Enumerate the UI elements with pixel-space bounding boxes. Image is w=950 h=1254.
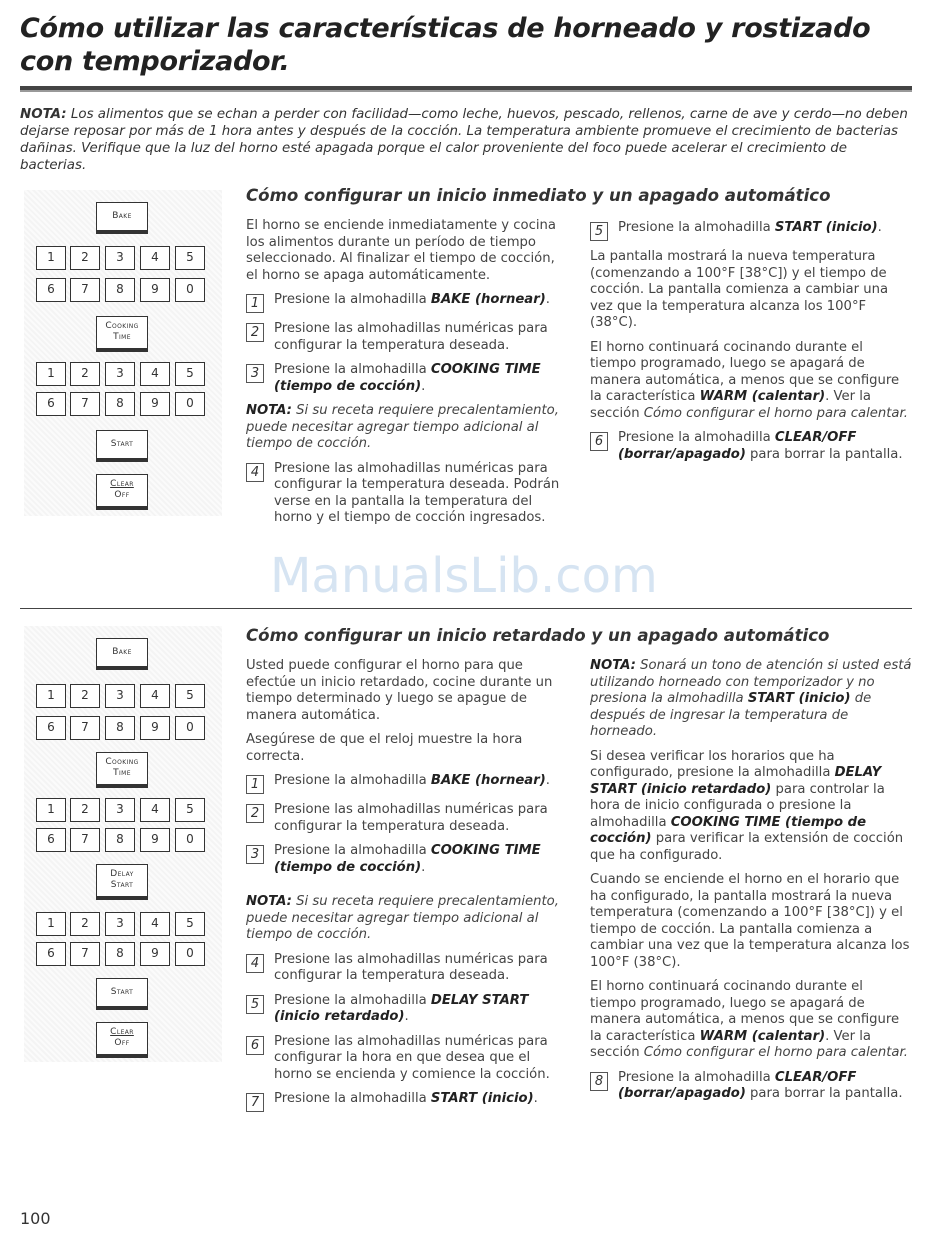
section1-intro: El horno se enciende inmediatamente y cocina los alimentos durante un período de tiempo seleccionado. Al finalizar el tiempo de cocción, el horno se apaga automáticamente. <box>246 218 556 283</box>
step-5: 5 Presione la almohadilla START (inicio). <box>590 220 912 241</box>
digit-pad: 1 <box>36 246 66 270</box>
cooking-time-pad: Cooking Time <box>96 752 148 788</box>
section1-display-text: La pantalla mostrará la nueva temperatura (comenzando a 100°F [38°C]) y el tiempo de cocción. La pantalla comienza a cambiar una vez que la temperatura alcanza los 100°F (38°C). <box>590 249 889 330</box>
section-heading-immediate-start: Cómo configurar un inicio inmediato y un apagado automático <box>246 186 831 205</box>
digit-pad: 4 <box>140 246 170 270</box>
digit-pad: 5 <box>175 684 205 708</box>
section2-continue-text: El horno continuará cocinando durante el tiempo programado, luego se apagará de manera automática, a menos que se configure la característica WARM (calentar). Ver la sección Cómo configurar el horno para calentar. <box>590 979 908 1060</box>
page-number: 100 <box>20 1209 51 1228</box>
digit-pad: 0 <box>175 278 205 302</box>
food-safety-note <box>20 106 915 174</box>
digit-pad: 7 <box>70 392 100 416</box>
digit-pad: 3 <box>105 362 135 386</box>
section2-clock-note: Asegúrese de que el reloj muestre la hora correcta. <box>246 732 523 764</box>
digit-pad: 3 <box>105 912 135 936</box>
digit-pad: 4 <box>140 912 170 936</box>
clear-off-pad: Clear Off <box>96 1022 148 1058</box>
bake-pad-label: Bake <box>112 211 132 221</box>
digit-pad: 9 <box>140 828 170 852</box>
start-pad: Start <box>96 430 148 462</box>
step-2: 2 Presione las almohadillas numéricas para configurar la temperatura deseada. <box>246 321 564 354</box>
title-rule <box>20 86 912 92</box>
digit-pad: 1 <box>36 912 66 936</box>
digit-pad: 6 <box>36 942 66 966</box>
section2-intro: Usted puede configurar el horno para que efectúe un inicio retardado, cocine durante un tiempo determinado y luego se apague de manera automática. <box>246 658 553 723</box>
digit-pad: 4 <box>140 684 170 708</box>
section2-left-column <box>246 658 564 1120</box>
cooking-time-pad: Cooking Time <box>96 316 148 352</box>
step-8: 8 Presione la almohadilla CLEAR/OFF (borrar/apagado) para borrar la pantalla. <box>590 1070 912 1103</box>
digit-pad: 8 <box>105 392 135 416</box>
section1-right-column <box>590 220 912 471</box>
step-2: 2 Presione las almohadillas numéricas para configurar la temperatura deseada. <box>246 802 564 835</box>
section2-verify-text: Si desea verificar los horarios que ha configurado, presione la almohadilla DELAY START (inicio retardado) para controlar la hora de inicio configurada o presione la almohadilla COOKING TIME (tiempo de cocción) para verificar la extensión de cocción que ha configurado. <box>590 748 904 863</box>
step-3: 3 Presione la almohadilla COOKING TIME (tiempo de cocción). <box>246 843 564 876</box>
step-6: 6 Presione la almohadilla CLEAR/OFF (borrar/apagado) para borrar la pantalla. <box>590 430 912 463</box>
digit-pad: 4 <box>140 798 170 822</box>
digit-pad: 5 <box>175 362 205 386</box>
digit-pad: 3 <box>105 684 135 708</box>
digit-pad: 2 <box>70 362 100 386</box>
digit-pad: 3 <box>105 246 135 270</box>
section-heading-delayed-start: Cómo configurar un inicio retardado y un apagado automático <box>246 626 830 645</box>
section1-note: NOTA: Si su receta requiere precalentamiento, puede necesitar agregar tiempo adicional al tiempo de cocción. <box>246 403 559 451</box>
step-6: 6 Presione las almohadillas numéricas para configurar la hora en que desea que el horno se encienda y comience la cocción. <box>246 1034 564 1084</box>
watermark: ManualsLib.com <box>270 548 658 604</box>
note-text: Los alimentos que se echan a perder con facilidad—como leche, huevos, pescado, rellenos, carne de ave y cerdo—no deben dejarse reposar por más de 1 hora antes y después de la cocción. La temperatura ambiente promueve el crecimiento de bacterias dañinas. Verifique que la luz del horno esté apagada porque el calor proveniente del foco puede acelerar el crecimiento de bacterias. <box>20 107 908 173</box>
digit-pad: 4 <box>140 362 170 386</box>
page-title: Cómo utilizar las características de horneado y rostizado con temporizador. <box>20 13 871 77</box>
start-pad: Start <box>96 978 148 1010</box>
bake-pad: Bake <box>96 638 148 670</box>
digit-pad: 6 <box>36 278 66 302</box>
digit-pad: 0 <box>175 392 205 416</box>
digit-pad: 5 <box>175 912 205 936</box>
digit-pad: 1 <box>36 798 66 822</box>
digit-pad: 9 <box>140 942 170 966</box>
digit-pad: 8 <box>105 716 135 740</box>
step-7: 7 Presione la almohadilla START (inicio). <box>246 1091 564 1112</box>
digit-pad: 5 <box>175 798 205 822</box>
digit-pad: 2 <box>70 798 100 822</box>
section1-left-column <box>246 218 564 535</box>
section2-note-2: NOTA: Sonará un tono de atención si usted está utilizando horneado con temporizador y no presiona la almohadilla START (inicio) de después de ingresar la temperatura de horneado. <box>590 658 912 739</box>
digit-pad: 6 <box>36 828 66 852</box>
step-1: 1 Presione la almohadilla BAKE (hornear). <box>246 773 564 794</box>
step-4: 4 Presione las almohadillas numéricas para configurar la temperatura deseada. Podrán verse en la pantalla la temperatura del horno y el tiempo de cocción ingresados. <box>246 461 564 527</box>
step-3: 3 Presione la almohadilla COOKING TIME (tiempo de cocción). <box>246 362 564 395</box>
digit-pad: 9 <box>140 392 170 416</box>
digit-pad: 7 <box>70 716 100 740</box>
digit-pad: 7 <box>70 278 100 302</box>
digit-pad: 8 <box>105 828 135 852</box>
digit-pad: 1 <box>36 362 66 386</box>
digit-pad: 9 <box>140 716 170 740</box>
digit-pad: 8 <box>105 942 135 966</box>
section2-right-column <box>590 658 912 1111</box>
digit-pad: 8 <box>105 278 135 302</box>
step-4: 4 Presione las almohadillas numéricas para configurar la temperatura deseada. <box>246 952 564 985</box>
digit-pad: 7 <box>70 942 100 966</box>
section2-turnon-text: Cuando se enciende el horno en el horario que ha configurado, la pantalla mostrará la nueva temperatura (comenzando a 100°F [38°C]) y el tiempo de cocción. La pantalla comienza a cambiar una vez que la temperatura alcanza los 100°F (38°C). <box>590 872 910 970</box>
keypad-illustration-2 <box>24 626 222 1062</box>
digit-pad: 3 <box>105 798 135 822</box>
digit-pad: 5 <box>175 246 205 270</box>
note-label: NOTA: <box>20 107 67 122</box>
keypad-illustration-1 <box>24 190 222 516</box>
digit-pad: 0 <box>175 716 205 740</box>
digit-pad: 2 <box>70 246 100 270</box>
digit-pad: 1 <box>36 684 66 708</box>
section-divider <box>20 608 912 609</box>
clear-off-pad: Clear Off <box>96 474 148 510</box>
digit-pad: 9 <box>140 278 170 302</box>
digit-pad: 0 <box>175 828 205 852</box>
section1-continue-text: El horno continuará cocinando durante el tiempo programado, luego se apagará de manera automática, a menos que se configure la característica WARM (calentar). Ver la sección Cómo configurar el horno para calentar. <box>590 339 908 421</box>
bake-pad <box>96 202 148 234</box>
digit-pad: 6 <box>36 716 66 740</box>
step-1: 1 Presione la almohadilla BAKE (hornear). <box>246 292 564 313</box>
digit-pad: 2 <box>70 684 100 708</box>
delay-start-pad: Delay Start <box>96 864 148 900</box>
step-5: 5 Presione la almohadilla DELAY START (inicio retardado). <box>246 993 564 1026</box>
digit-pad: 6 <box>36 392 66 416</box>
section2-note: NOTA: Si su receta requiere precalentamiento, puede necesitar agregar tiempo adicional al tiempo de cocción. <box>246 894 559 942</box>
digit-pad: 0 <box>175 942 205 966</box>
digit-pad: 2 <box>70 912 100 936</box>
digit-pad: 7 <box>70 828 100 852</box>
